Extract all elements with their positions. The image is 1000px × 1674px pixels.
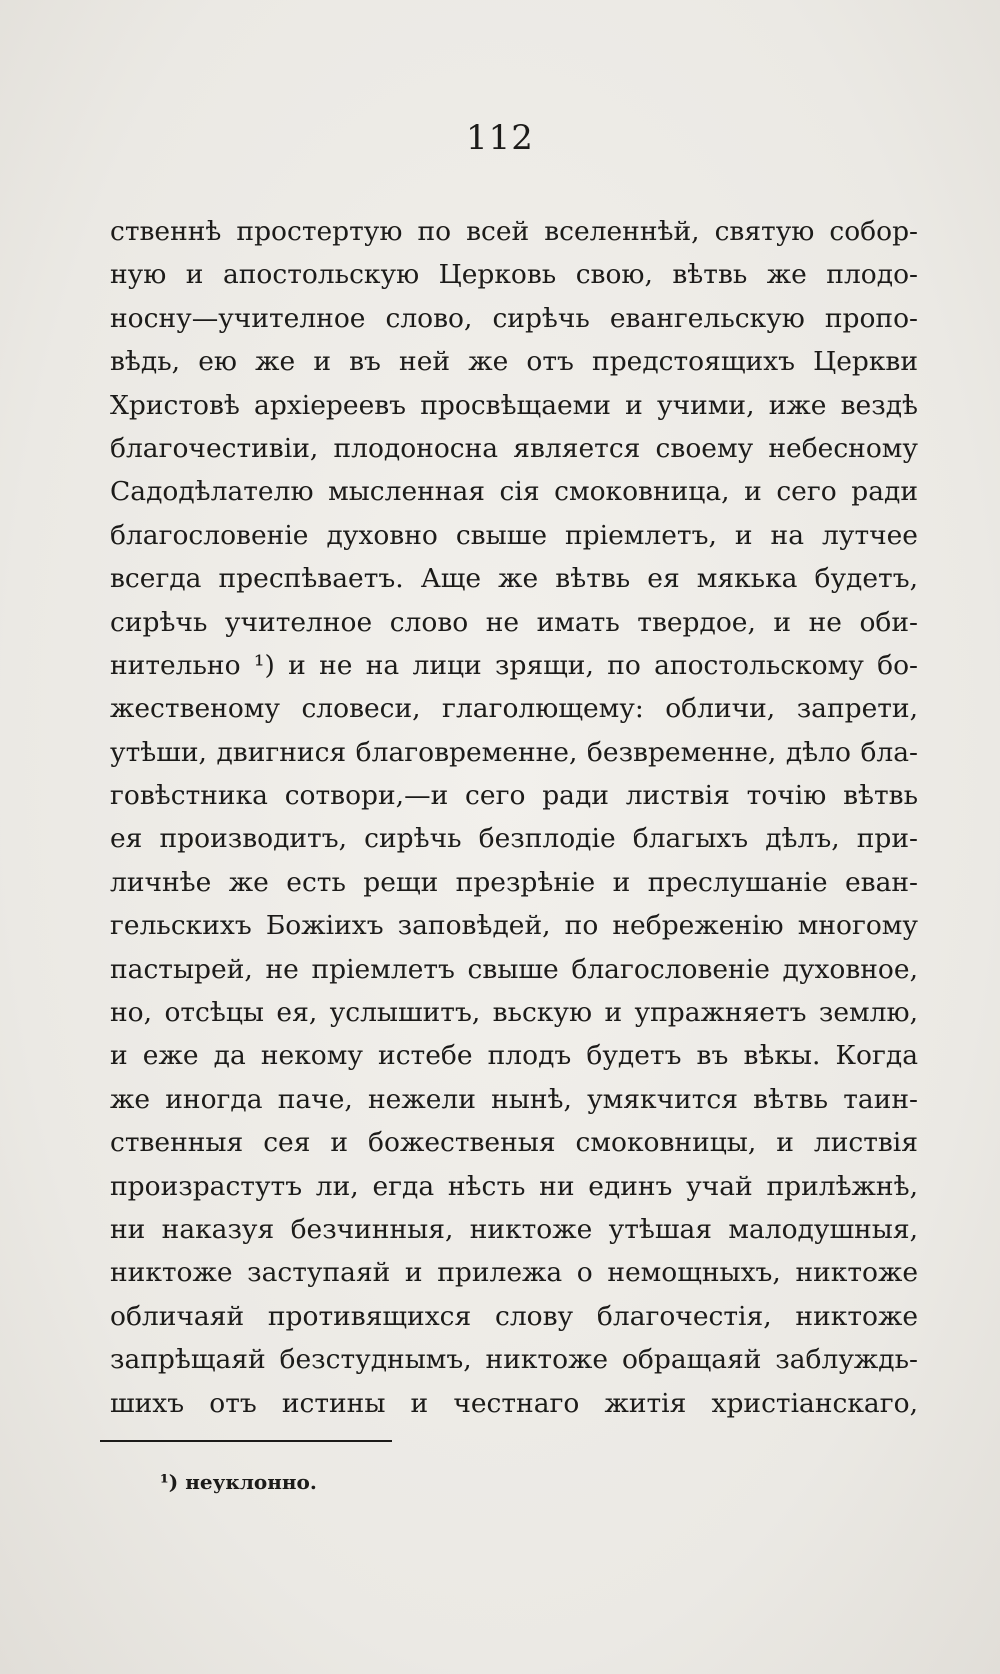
text-line: но, отсѣцы ея, услышитъ, вьскую и упражняетъ землю, bbox=[110, 997, 918, 1029]
text-line: обличаяй противящихся слову благочестія, никтоже bbox=[110, 1300, 918, 1332]
text-line: никтоже заступаяй и прилежа о немощныхъ, никтоже bbox=[110, 1257, 918, 1289]
text-line: носну—учителное слово, сирѣчь евангельскую пропо- bbox=[110, 302, 918, 334]
text-line: ственнѣ простертую по всей вселеннѣй, святую собор- bbox=[110, 216, 918, 247]
text-line: личнѣе же есть рещи презрѣніе и преслушаніе еван- bbox=[110, 866, 918, 898]
text-line: жественому словеси, глаголющему: обличи, запрети, bbox=[110, 693, 918, 725]
text-line: ни наказуя безчинныя, никтоже утѣшая малодушныя, bbox=[110, 1213, 918, 1245]
text-line: вѣдь, ею же и въ ней же отъ предстоящихъ Церкви bbox=[110, 346, 918, 378]
text-line: благословеніе духовно свыше пріемлетъ, и на лутчее bbox=[110, 519, 918, 551]
text-line: говѣстника сотвори,—и сего ради листвія точію вѣтвь bbox=[110, 780, 918, 812]
text-line: сирѣчь учителное слово не имать твердое, и не оби- bbox=[110, 606, 918, 638]
text-line: же иногда паче, нежели нынѣ, умякчится вѣтвь таин- bbox=[110, 1083, 918, 1115]
text-line: всегда преспѣваетъ. Аще же вѣтвь ея мякька будетъ, bbox=[110, 563, 918, 595]
text-line: ную и апостольскую Церковь свою, вѣтвь же плодо- bbox=[110, 259, 918, 291]
body-text bbox=[110, 210, 918, 1425]
text-line: пастырей, не пріемлетъ свыше благословеніе духовное, bbox=[110, 953, 918, 985]
text-line: ственныя сея и божественыя смоковницы, и листвія bbox=[110, 1127, 918, 1159]
text-line: благочестивіи, плодоносна является своему небесному bbox=[110, 432, 918, 464]
text-line: Христовѣ архіереевъ просвѣщаеми и учими, иже вездѣ bbox=[110, 389, 918, 421]
page-number: 112 bbox=[466, 118, 534, 158]
text-line: нительно ¹) и не на лици зрящи, по апостольскому бо- bbox=[110, 649, 918, 681]
text-line: и еже да некому истебе плодъ будетъ въ вѣкы. Когда bbox=[110, 1040, 918, 1072]
footnote-divider bbox=[100, 1440, 392, 1442]
text-line: гельскихъ Божіихъ заповѣдей, по небреженію многому bbox=[110, 910, 918, 942]
text-line: запрѣщаяй безстуднымъ, никтоже обращаяй заблуждь- bbox=[110, 1344, 918, 1376]
footnote bbox=[160, 1470, 317, 1494]
text-line: утѣши, двигнися благовременне, безвременне, дѣло бла- bbox=[110, 736, 918, 768]
text-line: шихъ отъ истины и честнаго житія христіанскаго, bbox=[110, 1387, 918, 1419]
footnote-marker: ¹) bbox=[160, 1470, 179, 1494]
text-line: произрастутъ ли, егда нѣсть ни единъ учай прилѣжнѣ, bbox=[110, 1170, 918, 1202]
text-line: ея производитъ, сирѣчь безплодіе благыхъ дѣлъ, при- bbox=[110, 823, 918, 855]
text-line: Садодѣлателю мысленная сія смоковница, и сего ради bbox=[110, 476, 918, 508]
footnote-text: неуклонно. bbox=[185, 1470, 317, 1494]
